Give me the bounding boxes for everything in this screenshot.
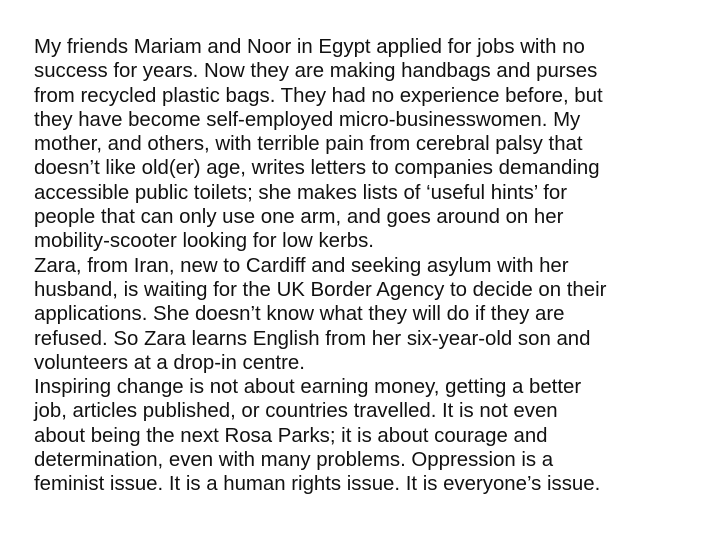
paragraph-mariam-noor: My friends Mariam and Noor in Egypt applied for jobs with no success for years. Now they are making handbags and purses from recycled plastic bags. They had no experience before, but they have become self-employed micro-businesswomen. My mother, and others, with terrible pain from cerebral palsy that doesn’t like old(er) age, writes letters to companies demanding accessible public toilets; she makes lists of ‘useful hints’ for people that can only use one arm, and goes around on her mobility-scooter looking for low kerbs. — [34, 36, 603, 253]
paragraph-inspiring-change: Inspiring change is not about earning money, getting a better job, articles published, or countries travelled. It is not even about being the next Rosa Parks; it is about courage and determination, even with many problems. Oppression is a feminist issue. It is a human rights issue. It is everyone’s issue. — [34, 376, 601, 496]
text-body — [34, 35, 694, 497]
paragraph-zara: Zara, from Iran, new to Cardiff and seeking asylum with her husband, is waiting for the UK Border Agency to decide on their applications. She doesn’t know what they will do if they are refused. So Zara learns English from her six-year-old son and volunteers at a drop-in centre. — [34, 254, 607, 374]
